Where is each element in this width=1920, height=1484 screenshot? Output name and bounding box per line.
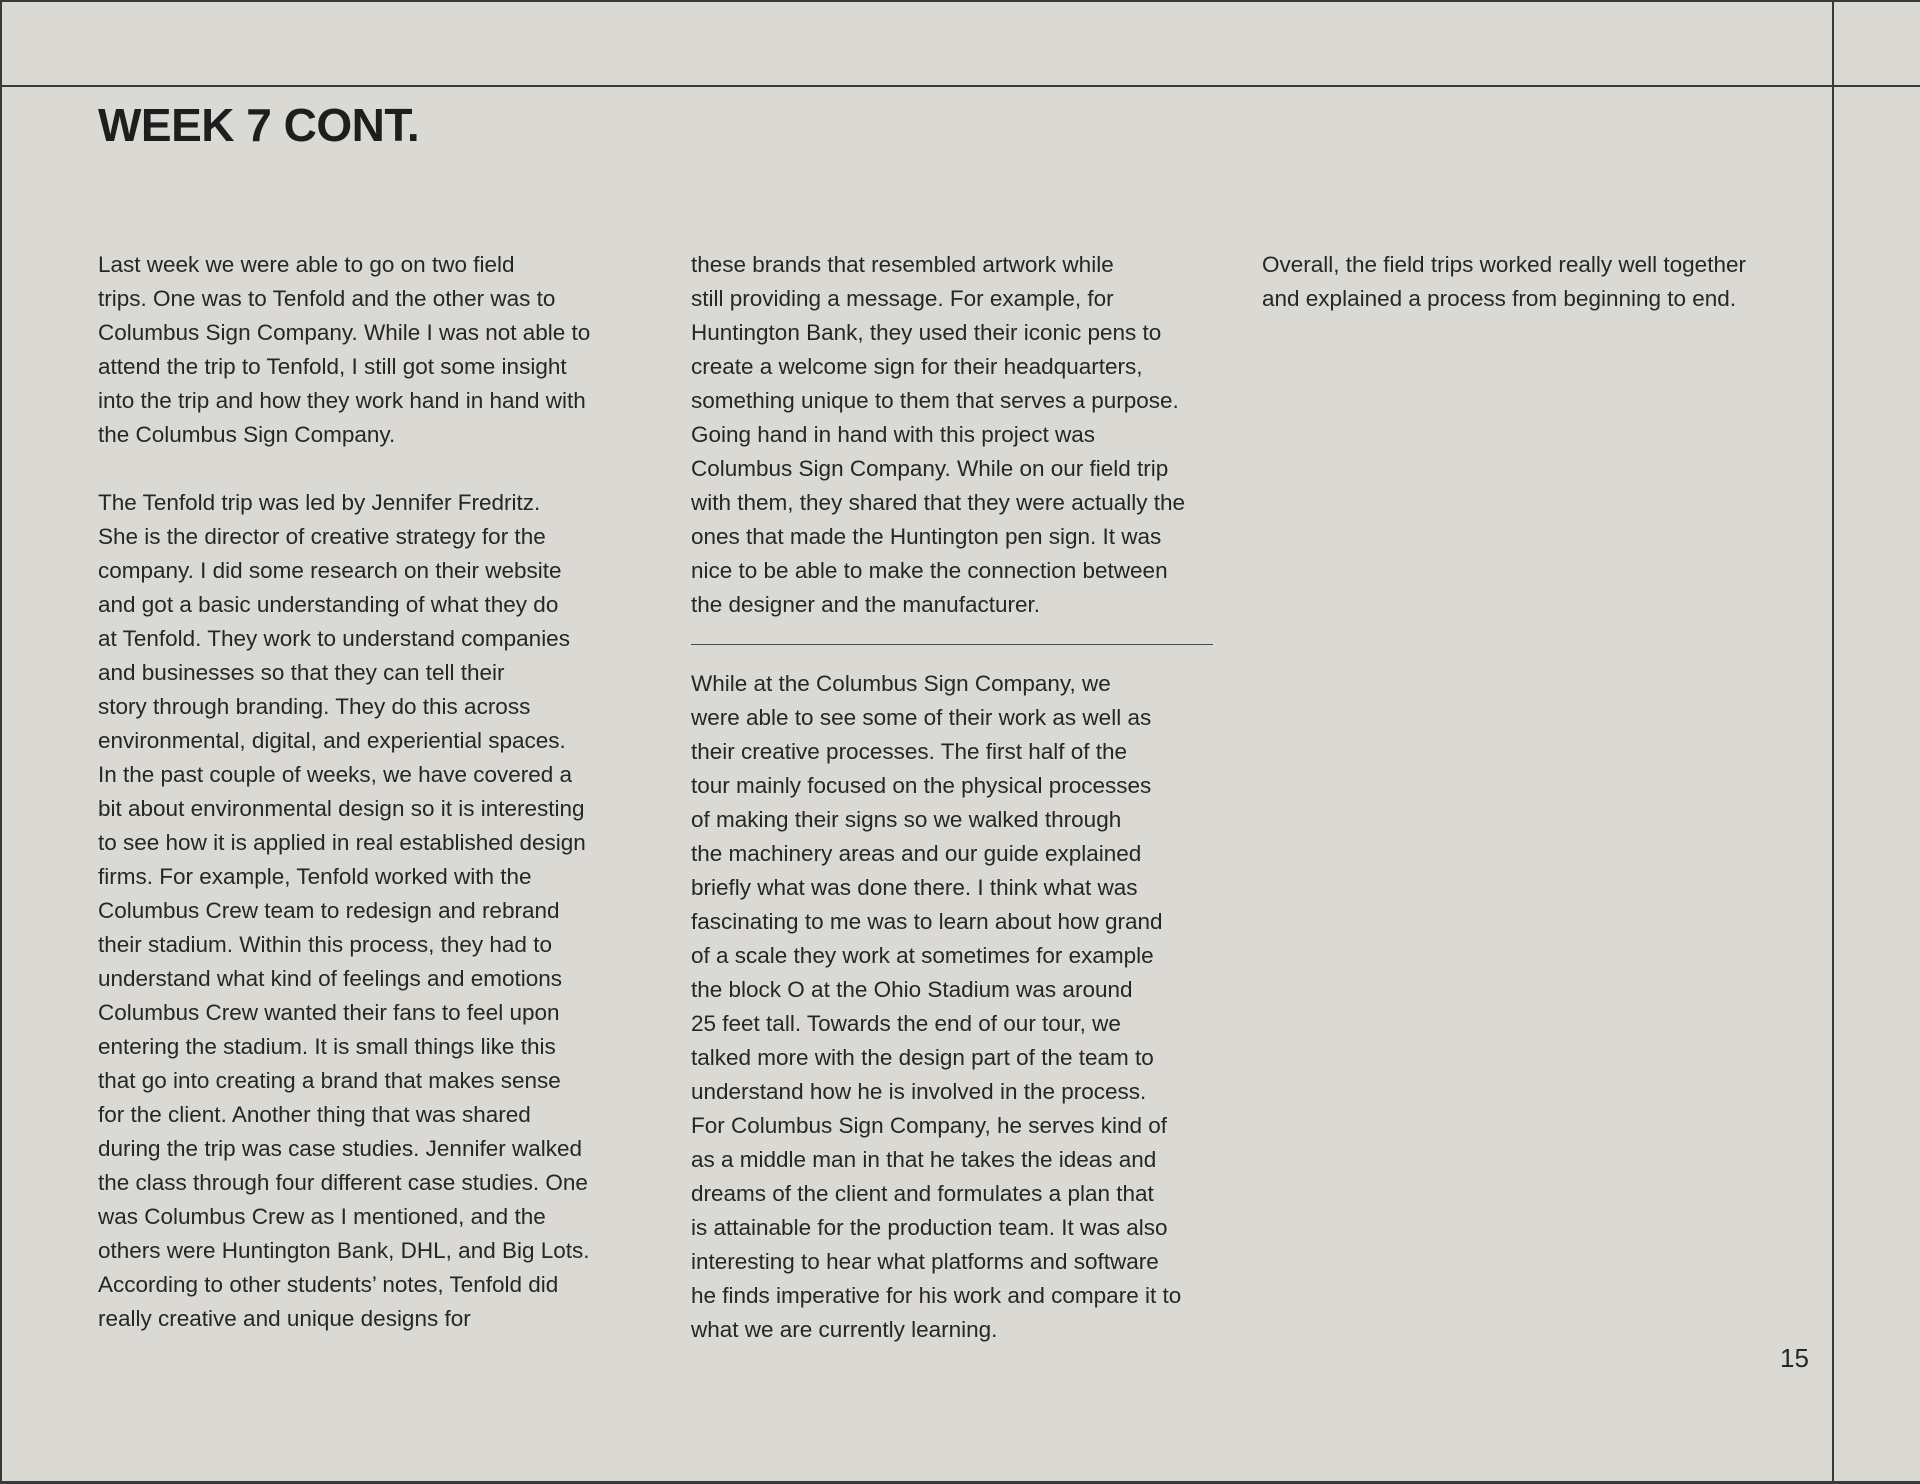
- text-line: bit about environmental design so it is interesting: [98, 796, 585, 821]
- text-line: Huntington Bank, they used their iconic pens to: [691, 320, 1162, 345]
- text-line: dreams of the client and formulates a plan that: [691, 1181, 1154, 1206]
- text-line: nice to be able to make the connection between: [691, 558, 1168, 583]
- text-column-1: [98, 248, 658, 1336]
- text-line: Overall, the field trips worked really well together: [1262, 252, 1746, 277]
- text-line: really creative and unique designs for: [98, 1306, 471, 1331]
- text-line: and businesses so that they can tell their: [98, 660, 505, 685]
- text-line: Columbus Crew team to redesign and rebrand: [98, 898, 560, 923]
- text-line: their stadium. Within this process, they had to: [98, 932, 552, 957]
- text-line: the designer and the manufacturer.: [691, 592, 1040, 617]
- page-title: WEEK 7 CONT.: [98, 99, 420, 151]
- section-divider: [691, 644, 1213, 645]
- text-line: attend the trip to Tenfold, I still got some insight: [98, 354, 567, 379]
- text-line: Going hand in hand with this project was: [691, 422, 1095, 447]
- text-line: ones that made the Huntington pen sign. It was: [691, 524, 1162, 549]
- text-line: into the trip and how they work hand in hand with: [98, 388, 586, 413]
- paragraph: [98, 486, 658, 1336]
- text-line: and explained a process from beginning to end.: [1262, 286, 1737, 311]
- text-line: these brands that resembled artwork while: [691, 252, 1114, 277]
- text-line: others were Huntington Bank, DHL, and Big Lots.: [98, 1238, 590, 1263]
- text-line: for the client. Another thing that was shared: [98, 1102, 531, 1127]
- text-line: environmental, digital, and experiential spaces.: [98, 728, 566, 753]
- frame-top-border: [0, 0, 1920, 2]
- frame-left-border: [0, 0, 2, 1484]
- text-column-2: [691, 248, 1251, 1347]
- text-line: understand how he is involved in the process.: [691, 1079, 1147, 1104]
- text-line: of a scale they work at sometimes for example: [691, 943, 1154, 968]
- text-line: For Columbus Sign Company, he serves kind of: [691, 1113, 1168, 1138]
- text-line: still providing a message. For example, for: [691, 286, 1114, 311]
- text-line: firms. For example, Tenfold worked with the: [98, 864, 532, 889]
- text-line: Last week we were able to go on two field: [98, 252, 515, 277]
- text-line: trips. One was to Tenfold and the other was to: [98, 286, 556, 311]
- text-line: story through branding. They do this across: [98, 694, 531, 719]
- page-number: 15: [1780, 1343, 1809, 1373]
- frame-right-rule: [1832, 0, 1834, 1484]
- text-line: the block O at the Ohio Stadium was around: [691, 977, 1133, 1002]
- text-line: something unique to them that serves a purpose.: [691, 388, 1179, 413]
- text-line: 25 feet tall. Towards the end of our tour, we: [691, 1011, 1121, 1036]
- paragraph-gap: [98, 452, 658, 486]
- header-rule: [0, 85, 1920, 87]
- text-line: and got a basic understanding of what they do: [98, 592, 559, 617]
- paragraph: [98, 248, 658, 452]
- text-line: While at the Columbus Sign Company, we: [691, 671, 1111, 696]
- text-line: of making their signs so we walked through: [691, 807, 1122, 832]
- text-line: In the past couple of weeks, we have covered a: [98, 762, 573, 787]
- text-line: The Tenfold trip was led by Jennifer Fredritz.: [98, 490, 541, 515]
- text-line: create a welcome sign for their headquarters,: [691, 354, 1143, 379]
- text-line: that go into creating a brand that makes sense: [98, 1068, 561, 1093]
- text-line: She is the director of creative strategy for the: [98, 524, 546, 549]
- text-line: during the trip was case studies. Jennifer walked: [98, 1136, 583, 1161]
- text-line: talked more with the design part of the team to: [691, 1045, 1154, 1070]
- text-line: is attainable for the production team. It was also: [691, 1215, 1168, 1240]
- text-line: fascinating to me was to learn about how grand: [691, 909, 1163, 934]
- text-line: briefly what was done there. I think what was: [691, 875, 1138, 900]
- paragraph: [691, 667, 1251, 1347]
- paragraph: [691, 248, 1251, 622]
- text-line: what we are currently learning.: [691, 1317, 998, 1342]
- text-column-3: [1262, 248, 1822, 316]
- text-line: to see how it is applied in real established design: [98, 830, 586, 855]
- text-line: their creative processes. The first half of the: [691, 739, 1128, 764]
- text-line: was Columbus Crew as I mentioned, and the: [98, 1204, 546, 1229]
- text-line: Columbus Sign Company. While on our field trip: [691, 456, 1169, 481]
- text-line: interesting to hear what platforms and software: [691, 1249, 1159, 1274]
- text-line: Columbus Sign Company. While I was not able to: [98, 320, 591, 345]
- text-line: the Columbus Sign Company.: [98, 422, 396, 447]
- text-line: company. I did some research on their website: [98, 558, 562, 583]
- text-line: with them, they shared that they were actually the: [691, 490, 1186, 515]
- text-line: the machinery areas and our guide explained: [691, 841, 1142, 866]
- text-line: entering the stadium. It is small things like this: [98, 1034, 556, 1059]
- text-line: tour mainly focused on the physical processes: [691, 773, 1152, 798]
- text-line: the class through four different case studies. One: [98, 1170, 588, 1195]
- text-line: were able to see some of their work as well as: [691, 705, 1152, 730]
- text-line: understand what kind of feelings and emotions: [98, 966, 563, 991]
- text-line: he finds imperative for his work and compare it to: [691, 1283, 1182, 1308]
- text-line: According to other students’ notes, Tenfold did: [98, 1272, 559, 1297]
- text-line: at Tenfold. They work to understand companies: [98, 626, 570, 651]
- text-line: as a middle man in that he takes the ideas and: [691, 1147, 1157, 1172]
- paragraph: [1262, 248, 1822, 316]
- text-line: Columbus Crew wanted their fans to feel upon: [98, 1000, 560, 1025]
